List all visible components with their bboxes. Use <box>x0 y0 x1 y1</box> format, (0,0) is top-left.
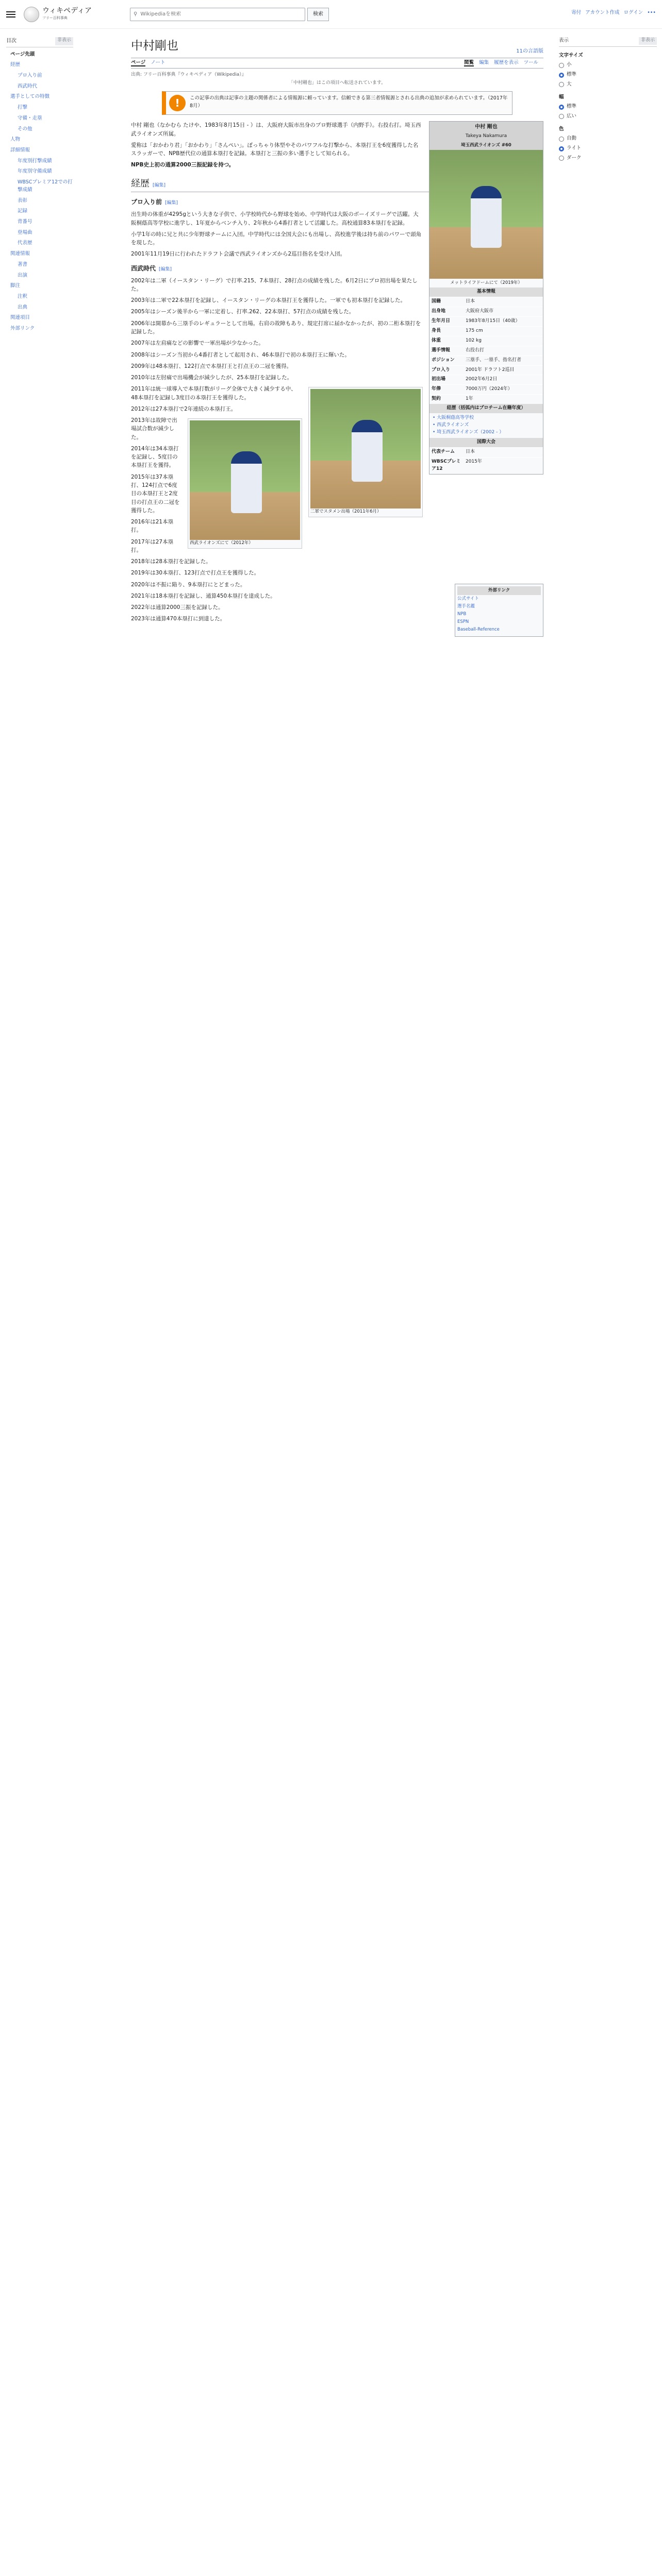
toc-item[interactable]: 選手としての特徴 <box>10 94 50 100</box>
content <box>131 37 543 641</box>
infobox-row <box>429 297 543 307</box>
article-paragraph: 2022年は通算2000三振を記録した。 <box>131 604 224 611</box>
infobox-row <box>429 316 543 326</box>
color-label: 色 <box>559 126 564 132</box>
infobox-value: 日本 <box>464 297 543 307</box>
redirect-note: 「中村剛也」はこの項目へ転送されています。 <box>288 80 386 86</box>
intl-value: 2015年 <box>464 457 543 473</box>
toc-item[interactable]: 著書 <box>18 261 28 267</box>
navbox-item[interactable]: NPB <box>457 612 467 617</box>
article-paragraph: 2012年は27本塁打で2年連続の本塁打王。 <box>131 405 237 412</box>
width-label: 幅 <box>559 94 564 100</box>
infobox-value: 大阪府大阪市 <box>464 307 543 316</box>
toc-item[interactable]: 代表歴 <box>18 240 32 246</box>
infobox-team: 埼玉西武ライオンズ #60 <box>429 141 543 150</box>
article-paragraph: 2021年は18本塁打を記録し、通算450本塁打を達成した。 <box>131 592 276 599</box>
player-figure <box>352 420 383 482</box>
intl-row <box>429 447 543 457</box>
infobox-en-name: Takeya Nakamura <box>429 133 543 141</box>
tab-talk[interactable]: ノート <box>151 59 166 65</box>
wikipedia-globe-icon <box>24 7 39 22</box>
intl-key: 代表チーム <box>429 447 464 457</box>
toc-item[interactable]: 脚注 <box>10 283 21 289</box>
search-input[interactable] <box>140 11 264 17</box>
infobox-name: 中村 剛也 <box>429 122 543 133</box>
page-title: 中村剛也 <box>131 39 178 53</box>
donate-link[interactable]: 寄付 <box>571 10 582 15</box>
toc-list <box>6 49 73 334</box>
toc-item[interactable]: 年度別打撃成績 <box>18 158 52 164</box>
article-paragraph: 2005年はシーズン後半から一軍に定着し、打率.262、22本塁打、57打点の成績を残した。 <box>131 309 355 315</box>
article-paragraph: 小学1年の時に兄と共に少年野球チームに入団。中学時代には全国大会にも出場し、高校進学後は持ち前のパワーで頭角を現した。 <box>131 231 422 246</box>
toc-item[interactable]: 打撃 <box>18 105 28 111</box>
page-tabs <box>131 58 543 69</box>
infobox-value: 2002年6月2日 <box>464 375 543 385</box>
photo-caption: メットライフドームにて（2019年） <box>450 280 523 285</box>
create-account-link[interactable]: アカウント作成 <box>585 10 620 15</box>
width-standard[interactable]: 標準 <box>559 103 657 111</box>
article-paragraph: 2010年は左肘痛で出場機会が減少したが、25本塁打を記録した。 <box>131 375 293 381</box>
infobox-intl-header: 国際大会 <box>429 438 543 447</box>
toc-item[interactable]: 年度別守備成績 <box>18 168 52 175</box>
appearance-hide-button[interactable]: 非表示 <box>639 37 657 45</box>
article-paragraph: 2009年は48本塁打、122打点で本塁打王と打点王の二冠を獲得。 <box>131 363 292 369</box>
toc-item[interactable]: 注釈 <box>18 294 28 300</box>
tab-edit[interactable]: 編集 <box>479 59 489 65</box>
menu-icon[interactable] <box>6 11 15 18</box>
article-paragraph: 2020年は不振に陥り、9本塁打にとどまった。 <box>131 581 246 588</box>
toc-item[interactable]: ページ先頭 <box>10 51 35 57</box>
subsection-title: プロ入り前 <box>131 198 162 206</box>
source-note: 出典: フリー百科事典『ウィキペディア（Wikipedia）』 <box>131 72 246 78</box>
tab-page[interactable]: ページ <box>131 59 146 65</box>
toc-title: 目次 <box>6 38 16 44</box>
infobox-row <box>429 346 543 355</box>
intl-key: WBSCプレミア12 <box>429 457 464 473</box>
toc-hide-button[interactable]: 非表示 <box>55 37 73 45</box>
article-paragraph: 2014年は34本塁打を記録し、5度目の本塁打王を獲得。 <box>131 445 179 469</box>
site-header <box>0 0 662 29</box>
toc-item[interactable]: 外部リンク <box>10 326 35 332</box>
career-item[interactable]: • 大阪桐蔭高等学校 <box>433 415 474 421</box>
notice-text: この記事の出典は記事の主題の関係者による情報源に頼っています。信頼できる第三者情報源とされる出典の追加が求められています。（2017年8月） <box>190 95 508 109</box>
infobox-value: 三塁手、一塁手、指名打者 <box>464 355 543 365</box>
search-box[interactable] <box>130 8 305 21</box>
article-paragraph: 2015年は37本塁打、124打点で6度目の本塁打王と2度目の打点王の二冠を獲得した。 <box>131 473 180 514</box>
article-paragraph: 2008年はシーズン当初から4番打者として起用され、46本塁打で初の本塁打王に輝いた。 <box>131 351 350 358</box>
infobox-career <box>429 413 543 438</box>
intro-para: NPB史上初の通算2000三振記録を持つ。 <box>131 162 235 168</box>
infobox-intl-table <box>429 447 543 474</box>
toc-item[interactable]: 表彰 <box>18 197 28 204</box>
thumbnail-image[interactable] <box>190 420 300 540</box>
article-paragraph: 2007年は左肩痛などの影響で一軍出場が少なかった。 <box>131 340 264 347</box>
intl-row <box>429 457 543 473</box>
toc-item[interactable]: 記録 <box>18 208 28 214</box>
infobox-value: 右投右打 <box>464 346 543 355</box>
warning-icon: ! <box>169 95 186 111</box>
toc-item[interactable]: プロ入り前 <box>18 72 42 78</box>
infobox-key: 出身地 <box>429 307 464 316</box>
infobox-row <box>429 307 543 316</box>
navbox-item[interactable]: Baseball-Reference <box>457 627 500 633</box>
text-size-small[interactable]: 小 <box>559 61 657 69</box>
career-item[interactable]: • 埼玉西武ライオンズ（2002 - ） <box>433 430 504 435</box>
article-paragraph: 2001年11月19日に行われたドラフト会議で西武ライオンズから2巡目指名を受け入団。 <box>131 251 346 258</box>
article-paragraph: 2019年は30本塁打、123打点で打点王を獲得した。 <box>131 570 260 577</box>
infobox-table <box>429 297 543 404</box>
toc-item[interactable]: 経歴 <box>10 62 21 68</box>
navbox-item[interactable]: 公式サイト <box>457 596 479 601</box>
infobox <box>429 121 543 474</box>
infobox-key: 年俸 <box>429 385 464 395</box>
thumbnail-caption: 西武ライオンズにて（2012年） <box>190 540 253 546</box>
toc-item[interactable]: 背番号 <box>18 219 32 225</box>
tab-history[interactable]: 履歴を表示 <box>494 59 519 65</box>
article-paragraph: 2011年は統一球導入で本塁打数がリーグ全体で大きく減少する中、48本塁打を記録し3度目の本塁打王を獲得した。 <box>131 386 296 401</box>
article-paragraph: 2006年は開幕から三塁手のレギュラーとして出場。右肩の故障もあり、規定打席に届かなかったが、初の二桁本塁打を記録した。 <box>131 320 421 335</box>
thumbnail <box>308 387 423 517</box>
intro-para: 愛称は「おかわり君」「おかわり」「さんぺい」。ぽっちゃり体型やそのパワフルな打撃から、本塁打王を6度獲得した名スラッガーで、NPB歴代位の通算本塁打を記録。本塁打と三振の多い選手として知られる。 <box>131 142 419 157</box>
toc-item[interactable]: その他 <box>18 126 32 132</box>
toc-item[interactable]: 出典 <box>18 304 28 310</box>
text-size-large[interactable]: 大 <box>559 81 657 89</box>
toc-item[interactable]: 西武時代 <box>18 83 38 89</box>
infobox-row <box>429 365 543 375</box>
color-light[interactable]: ライト <box>559 145 657 152</box>
thumbnail-image[interactable] <box>310 389 421 509</box>
infobox-key: 生年月日 <box>429 316 464 326</box>
external-links-box <box>455 584 543 637</box>
player-figure <box>231 451 262 513</box>
infobox-key: 契約 <box>429 395 464 404</box>
site-logo[interactable] <box>24 7 101 22</box>
toc-item[interactable]: 詳細情報 <box>10 147 30 153</box>
toc-item[interactable]: 登場曲 <box>18 229 32 235</box>
appearance-title: 表示 <box>559 38 569 43</box>
edit-link[interactable]: [編集] <box>153 182 166 188</box>
site-tagline: フリー百科事典 <box>42 15 68 20</box>
infobox-value: 102 kg <box>464 336 543 346</box>
infobox-row <box>429 326 543 336</box>
edit-link[interactable]: [編集] <box>159 266 172 272</box>
color-dark[interactable]: ダーク <box>559 155 657 162</box>
section-title: 経歴 <box>131 178 150 189</box>
article-paragraph: 2002年は二軍（イースタン・リーグ）で打率.215、7本塁打、28打点の成績を残した。6月2日にプロ初出場を果たした。 <box>131 277 418 292</box>
search-icon: ⚲ <box>134 11 138 17</box>
thumbnail-caption: 二軍でスタメン出場（2011年6月） <box>310 509 382 515</box>
search-button[interactable]: 検索 <box>307 8 329 21</box>
infobox-row <box>429 336 543 346</box>
infobox-value: 1983年8月15日（40歳） <box>464 316 543 326</box>
header-links <box>571 9 656 17</box>
infobox-row <box>429 395 543 404</box>
toc-item[interactable]: 関連情報 <box>10 251 30 257</box>
toc <box>6 37 73 334</box>
infobox-key: 体重 <box>429 336 464 346</box>
player-photo[interactable] <box>429 150 543 279</box>
infobox-key: 初出場 <box>429 375 464 385</box>
tab-tools[interactable]: ツール <box>523 59 538 65</box>
maintenance-notice <box>162 91 512 115</box>
article-paragraph: 2023年は通算470本塁打に到達した。 <box>131 616 226 622</box>
toc-item[interactable]: 人物 <box>10 137 21 143</box>
infobox-value: 2001年 ドラフト2巡目 <box>464 365 543 375</box>
article-paragraph: 2013年は故障で出場試合数が減少した。 <box>131 417 177 440</box>
login-link[interactable]: ログイン <box>623 10 643 15</box>
appearance-panel <box>559 37 657 162</box>
infobox-key: 国籍 <box>429 297 464 307</box>
infobox-row <box>429 375 543 385</box>
page-title-bar <box>131 37 543 58</box>
article-paragraph: 2016年は21本塁打。 <box>131 519 174 534</box>
infobox-key: 選手情報 <box>429 346 464 355</box>
infobox-key: ポジション <box>429 355 464 365</box>
infobox-career-header: 経歴（括弧内はプロチーム在籍年度） <box>429 404 543 413</box>
toc-item[interactable]: 守備・走塁 <box>18 115 42 121</box>
width-wide[interactable]: 広い <box>559 113 657 121</box>
language-button[interactable]: 11の言語版 <box>516 48 543 55</box>
infobox-value: 175 cm <box>464 326 543 336</box>
more-icon[interactable]: ••• <box>647 10 656 15</box>
career-item[interactable]: • 西武ライオンズ <box>433 422 469 428</box>
navbox-title: 外部リンク <box>457 586 541 595</box>
toc-item[interactable]: 出演 <box>18 272 28 278</box>
text-size-standard[interactable]: 標準 <box>559 71 657 79</box>
infobox-value: 7000万円（2024年） <box>464 385 543 395</box>
tab-read[interactable]: 閲覧 <box>464 59 474 65</box>
navbox-item[interactable]: ESPN <box>457 619 469 625</box>
toc-item[interactable]: 関連項目 <box>10 315 30 321</box>
infobox-row <box>429 385 543 395</box>
infobox-basic-header: 基本情報 <box>429 287 543 297</box>
navbox-item[interactable]: 選手名鑑 <box>457 603 475 609</box>
article-paragraph: 2018年は28本塁打を記録した。 <box>131 558 211 565</box>
intro-para: 中村 剛也（なかむら たけや、1983年8月15日 - ）は、大阪府大阪市出身のプロ野球選手（内野手）。右投右打。埼玉西武ライオンズ所属。 <box>131 122 421 137</box>
edit-link[interactable]: [編集] <box>165 200 178 206</box>
thumbnail <box>188 418 302 549</box>
subsection-title: 西武時代 <box>131 264 156 272</box>
color-auto[interactable]: 自動 <box>559 135 657 143</box>
infobox-key: 身長 <box>429 326 464 336</box>
article-paragraph: 2017年は27本塁打。 <box>131 538 174 553</box>
infobox-value: 1年 <box>464 395 543 404</box>
article-paragraph: 出生時の体重が4295gという大きな子供で、小学校時代から野球を始め、中学時代は大阪のボーイズリーグで活躍。大阪桐蔭高等学校に進学し、1年夏からベンチ入り、2年秋から4番打者として活躍した。高校通算83本塁打を記録。 <box>131 211 419 226</box>
site-name: ウィキペディア <box>42 7 92 15</box>
infobox-row <box>429 355 543 365</box>
toc-item[interactable]: WBSCプレミア12での打撃成績 <box>18 179 73 193</box>
intl-value: 日本 <box>464 447 543 457</box>
text-size-label: 文字サイズ <box>559 52 583 58</box>
article-paragraph: 2003年は二軍で22本塁打を記録し、イースタン・リーグの本塁打王を獲得した。一軍でも初本塁打を記録した。 <box>131 297 406 304</box>
infobox-key: プロ入り <box>429 365 464 375</box>
